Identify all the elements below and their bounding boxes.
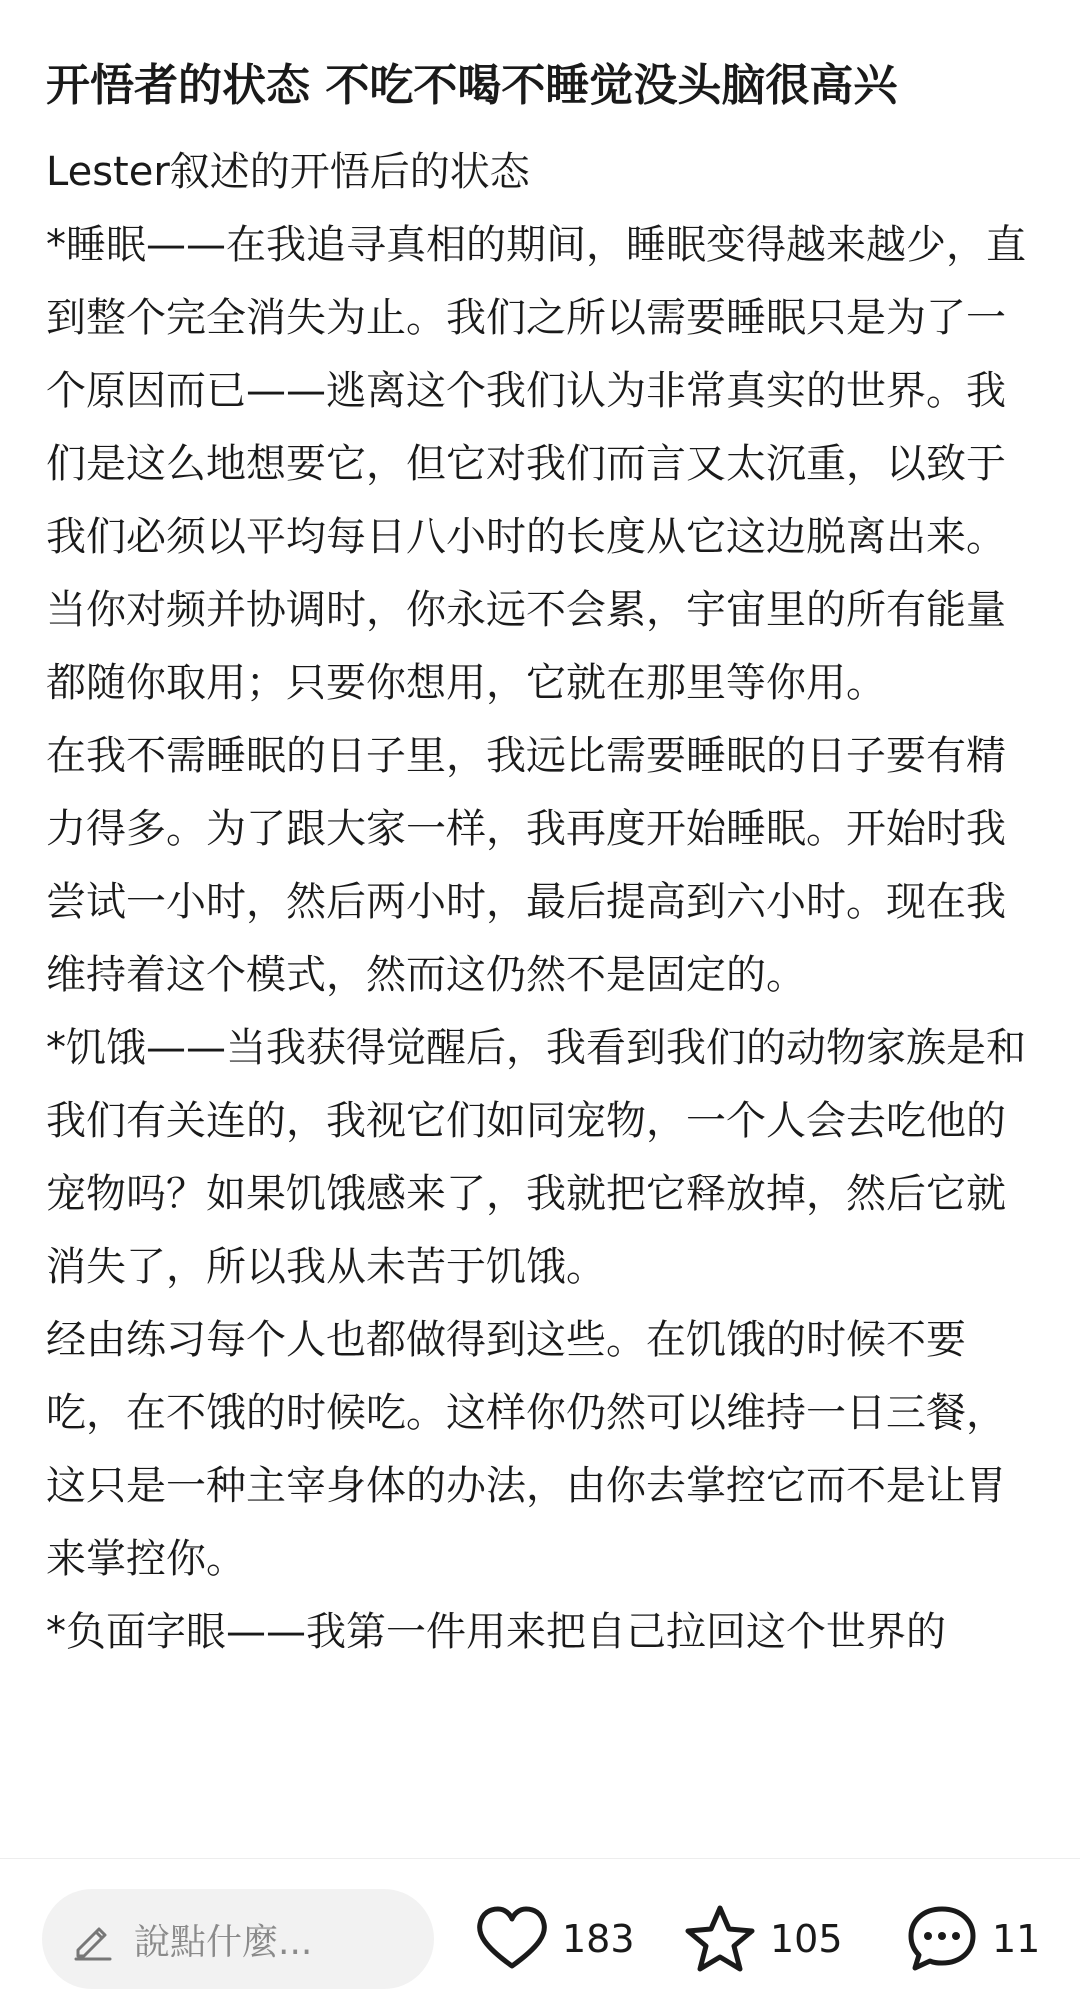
comment-button[interactable] [906, 1889, 1040, 1989]
post-article [46, 50, 1036, 1860]
post-title: 开悟者的状态 不吃不喝不睡觉没头脑很高兴 [46, 60, 898, 111]
heart-icon [476, 1906, 548, 1972]
post-paragraph: 经由练习每个人也都做得到这些。在饥饿的时候不要吃，在不饿的时候吃。这样你仍然可以维持一日三餐，这只是一种主宰身体的办法，由你去掌控它而不是让胃来掌控你。 [46, 1317, 1006, 1582]
post-paragraph: 在我不需睡眠的日子里，我远比需要睡眠的日子要有精力得多。为了跟大家一样，我再度开始睡眠。开始时我尝试一小时，然后两小时，最后提高到六小时。现在我维持着这个模式，然而这仍然不是固定的。 [46, 733, 1006, 998]
post-paragraph: Lester叙述的开悟后的状态 [46, 149, 530, 195]
post-paragraph: *负面字眼——我第一件用来把自己拉回这个世界的 [46, 1609, 946, 1655]
comment-count: 11 [992, 1917, 1041, 1961]
favorite-count: 105 [770, 1917, 843, 1961]
star-icon [684, 1904, 756, 1974]
like-count: 183 [562, 1917, 635, 1961]
comment-input[interactable] [42, 1889, 434, 1989]
post-paragraph: *睡眠——在我追寻真相的期间，睡眠变得越来越少，直到整个完全消失为止。我们之所以需要睡眠只是为了一个原因而已——逃离这个我们认为非常真实的世界。我们是这么地想要它，但它对我们而言又太沉重，以致于我们必须以平均每日八小时的长度从它这边脱离出来。 [46, 222, 1026, 560]
bottom-action-bar [0, 1858, 1080, 2002]
like-button[interactable] [476, 1889, 635, 1989]
chat-bubble-icon [906, 1904, 978, 1974]
post-paragraph: 当你对频并协调时，你永远不会累，宇宙里的所有能量都随你取用；只要你想用，它就在那里等你用。 [46, 587, 1006, 706]
post-paragraph: *饥饿——当我获得觉醒后，我看到我们的动物家族是和我们有关连的，我视它们如同宠物，一个人会去吃他的宠物吗？如果饥饿感来了，我就把它释放掉，然后它就消失了，所以我从未苦于饥饿。 [46, 1025, 1026, 1290]
favorite-button[interactable] [684, 1889, 843, 1989]
comment-placeholder: 說點什麼... [134, 1921, 313, 1963]
pencil-icon [70, 1917, 114, 1961]
